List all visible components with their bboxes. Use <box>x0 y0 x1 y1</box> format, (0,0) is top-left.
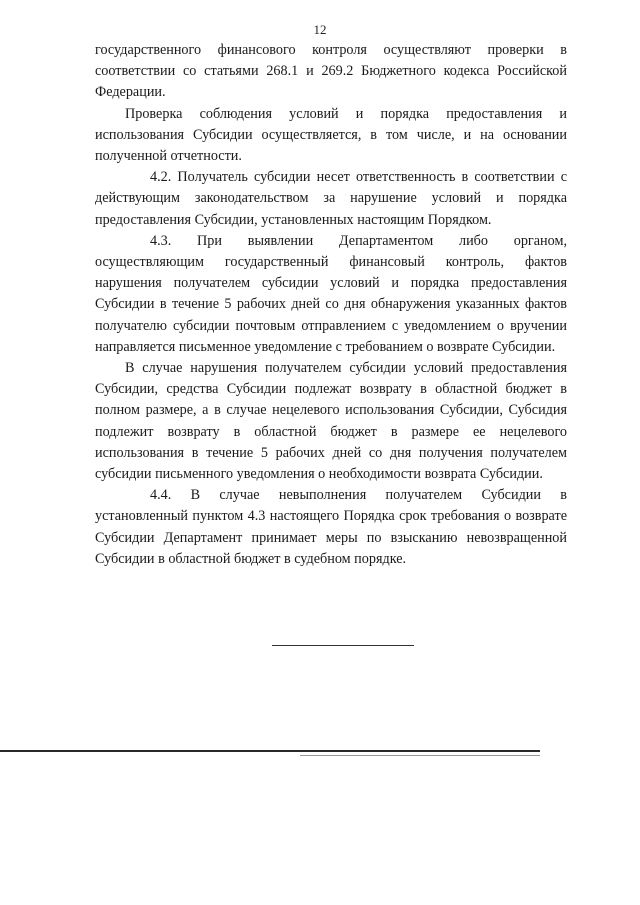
paragraph-4-3: 4.3. При выявлении Департаментом либо органом, осуществляющим государственный финансовый контроль, фактов нарушения получателем субсидии условий и порядка предоставления Субсидии в течение 5 рабочих дней со дня обнаружения указанных фактов получателю субсидии почтовым отправлением с уведомлением о вручении направляется письменное уведомление с требованием о возврате Субсидии. <box>95 232 567 355</box>
document-body <box>95 40 567 570</box>
paragraph-4-2: 4.2. Получатель субсидии несет ответственность в соответствии с действующим законодательством за нарушение условий и порядка предоставления Субсидии, установленных настоящим Порядком. <box>95 169 567 228</box>
paragraph-continuation: государственного финансового контроля осуществляют проверки в соответствии со статьями 268.1 и 269.2 Бюджетного кодекса Российской Федерации. <box>95 42 567 101</box>
page-number: 12 <box>313 22 327 37</box>
paragraph-4-4: 4.4. В случае невыполнения получателем Субсидии в установленный пунктом 4.3 настоящего Порядка срок требования о возврате Субсидии Департамент принимает меры по взысканию невозвращенной Субсидии в областной бюджет в судебном порядке. <box>95 487 567 567</box>
scan-artifact-line-thin <box>300 755 540 756</box>
scan-artifact-line <box>0 750 540 752</box>
paragraph-verification: Проверка соблюдения условий и порядка предоставления и использования Субсидии осуществляется, в том числе, и на основании полученной отчетности. <box>95 105 567 165</box>
end-of-text-rule <box>272 645 414 646</box>
paragraph-violation-case: В случае нарушения получателем субсидии условий предоставления Субсидии, средства Субсидии подлежат возврату в областной бюджет в полном размере, а в случае нецелевого использования Субсидии, Субсидия подлежит возврату в областной бюджет в размере ее нецелевого использования в течение 5 рабочих дней со дня получения получателем субсидии письменного уведомления о необходимости возврата Субсидии. <box>95 360 567 483</box>
